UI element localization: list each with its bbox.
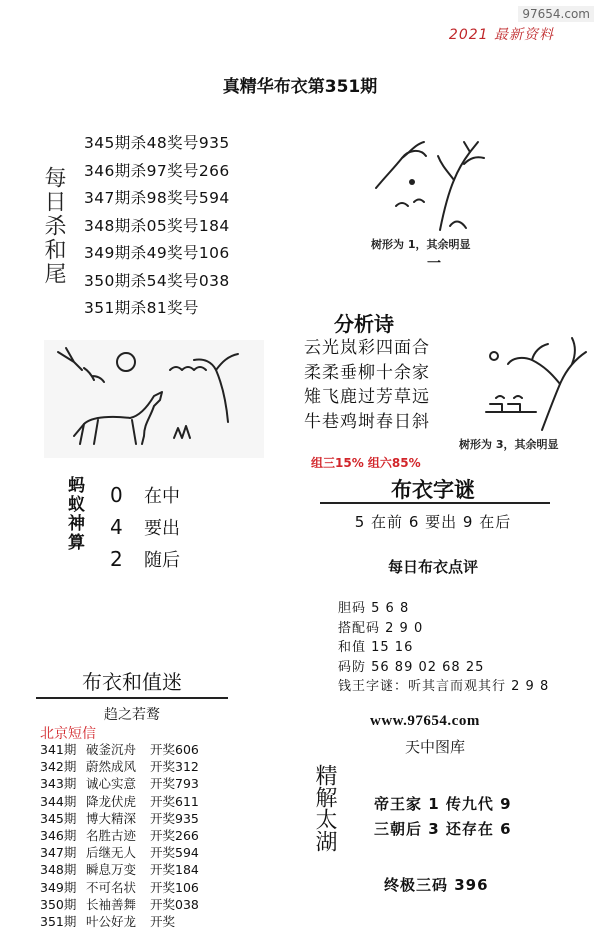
sms-row [40,793,199,810]
ant-text: 要出 [144,518,180,539]
sms-w: 蔚然成风 [86,759,137,775]
sms-w: 不可名状 [86,879,137,895]
bj-title: 北京短信 [40,726,96,742]
kill-row: 349期杀49奖号106 [84,244,230,262]
ant-row [110,512,180,544]
tree-sketch-1 [366,136,500,236]
sms-row [40,896,199,913]
sms-w: 瞬息万变 [86,862,137,878]
poem [304,336,430,434]
sms-r: 开奖106 [150,879,199,895]
picks-list [338,599,549,697]
sms-row [40,827,199,844]
sms-r: 开奖606 [150,742,199,757]
sms-p: 347期 [40,845,77,861]
sms-w: 博大精深 [86,810,137,826]
sms-row [40,861,199,878]
pick-da: 搭配码 2 9 0 [338,620,424,636]
kill-row: 347期杀98奖号594 [84,189,230,207]
poem-title: 分析诗 [334,312,394,336]
ant-text: 随后 [144,550,180,571]
ant-text: 在中 [144,486,180,507]
poem-line: 牛巷鸡埘春日斜 [304,411,430,432]
sms-p: 344期 [40,793,77,809]
couplet-line: 三朝后 3 还存在 6 [374,820,512,838]
byz-sub: 趋之若鹜 [104,707,160,723]
ant-num: 4 [110,515,123,539]
page-title: 真精华布衣第351期 [222,77,378,97]
sms-p: 343期 [40,776,77,792]
sms-r: 开奖312 [150,759,199,775]
sms-r: 开奖594 [150,845,199,861]
tree-3-caption: 树形为 3，其余明显 [459,438,559,451]
watermark: 97654.com [518,6,594,22]
daily-review-title: 每日布衣点评 [387,558,478,576]
sms-row [40,758,199,775]
sms-row [40,810,199,827]
byz-divider [36,697,228,699]
byz-title: 布衣和值迷 [82,670,182,694]
sms-row [40,879,199,896]
tree-1-caption: 树形为 1，其余明显 [371,238,471,251]
kill-row: 348期杀05奖号184 [84,216,230,235]
ant-num: 0 [110,483,123,507]
jing-label: 精解太湖 [312,764,337,852]
sms-w: 长袖善舞 [86,896,137,912]
group-percent: 组三15% 组六85% [311,456,421,470]
sms-w: 破釜沉舟 [86,742,137,757]
sms-r: 开奖266 [150,828,199,844]
sms-row [40,775,199,792]
dog-tree-sketch [44,340,264,458]
kill-row: 350期杀54奖号038 [84,271,230,290]
pick-he: 和值 15 16 [338,640,414,655]
kill-row: 346期杀97奖号266 [84,161,230,180]
ant-row [110,480,180,512]
sms-w: 后继无人 [86,845,137,861]
sms-w: 名胜古迹 [86,828,137,844]
sms-p: 342期 [40,759,77,775]
ant-label: 蚂蚁神算 [64,476,84,552]
poem-line: 雉飞鹿过芳草远 [304,387,430,407]
tree-1-dash: 一 [427,256,441,272]
sms-r: 开奖184 [150,862,199,878]
sms-p: 349期 [40,879,77,895]
kill-list [84,130,230,323]
sms-p: 348期 [40,862,77,878]
riddle-divider [320,502,550,504]
sms-p: 345期 [40,810,77,826]
couplet [374,792,512,842]
ant-num: 2 [110,547,123,571]
sms-p: 346期 [40,828,77,844]
tree-sketch-3 [456,334,590,436]
couplet-line: 帝王家 1 传九代 9 [374,795,512,813]
pick-qian: 钱王字谜：听其言而观其行 2 9 8 [338,679,550,694]
site-url: www.97654.com [370,713,480,729]
sms-w: 降龙伏虎 [86,793,137,809]
sms-p: 351期 [40,914,77,930]
ant-row [110,544,180,576]
sms-r: 开奖038 [150,896,199,912]
pick-ma: 码防 56 89 02 68 25 [338,659,485,675]
final-three: 终极三码 396 [384,876,489,894]
year-tag: 2021 最新资料 [448,27,554,43]
sms-r: 开奖935 [150,810,199,826]
poem-line: 柔柔垂柳十余家 [304,362,430,383]
sms-r: 开奖793 [150,776,199,792]
riddle-title: 布衣字谜 [391,478,475,502]
riddle-line: 5 在前 6 要出 9 在后 [354,513,512,531]
sms-r: 开奖 [150,914,176,930]
sms-row [40,913,199,930]
sms-row [40,741,199,758]
sms-r: 开奖611 [150,793,199,809]
sms-p: 350期 [40,896,77,912]
poem-line: 云光岚彩四面合 [304,338,430,358]
ant-predictions [110,480,180,576]
sms-list [40,741,199,930]
kill-row: 351期杀81奖号 [84,299,199,317]
sms-p: 341期 [40,742,77,757]
kill-label: 每日杀和尾 [41,166,66,286]
sms-w: 诚心实意 [86,776,137,792]
library-name: 天中图库 [405,738,466,756]
sms-row [40,844,199,861]
sms-w: 叶公好龙 [86,914,137,930]
pick-dan: 胆码 5 6 8 [338,601,410,616]
kill-row: 345期杀48奖号935 [84,134,230,152]
